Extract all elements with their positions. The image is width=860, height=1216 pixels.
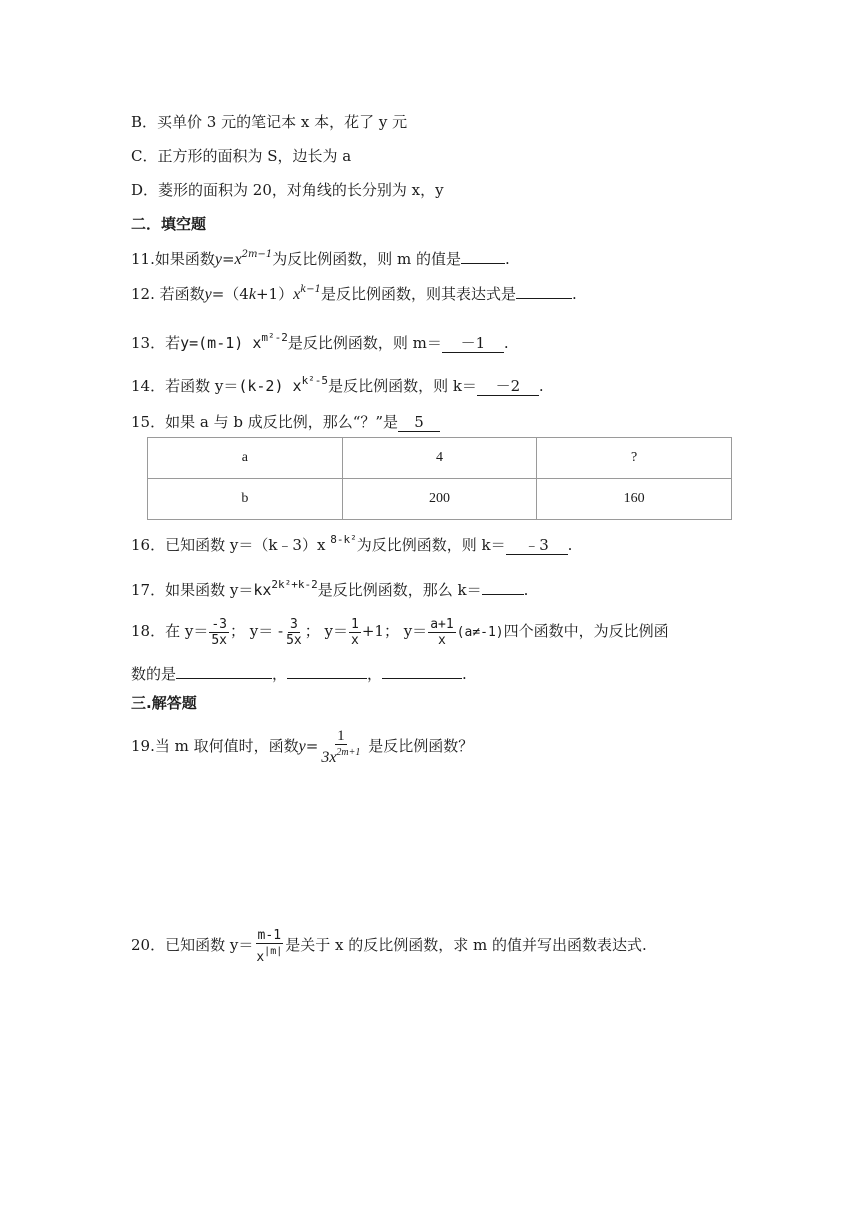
answer-blank[interactable]	[176, 660, 272, 679]
question-16: 16．已知函数 y＝（k﹣3）x $^{8-k^2}$为反比例函数，则 k＝ ﹣3 .	[131, 533, 573, 554]
option-c: C．正方形的面积为 S，边长为 a	[131, 147, 352, 165]
answer-blank[interactable]	[482, 576, 524, 595]
option-b: B．买单价 3 元的笔记本 x 本，花了 y 元	[131, 113, 408, 131]
answer-blank[interactable]: －2	[477, 377, 539, 396]
table-cell: 4	[342, 438, 537, 479]
question-14: 14．若函数 y＝(k-2) $x^{k^2-5}$是反比例函数，则 k＝ －2 .	[131, 374, 544, 395]
ratio-table	[147, 437, 732, 520]
question-18-line2: 数的是 ， ， .	[131, 660, 467, 685]
fraction: $\frac{m-1}{x^{|m|}}$	[256, 927, 283, 965]
table-cell: a	[148, 438, 343, 479]
answer-blank[interactable]	[461, 245, 505, 264]
answer-blank[interactable]	[287, 660, 367, 679]
answer-blank[interactable]: ﹣3	[506, 536, 568, 555]
table-row	[148, 479, 732, 520]
section-heading-fill-in: 二．填空题	[131, 215, 207, 233]
question-19: 19.当 m 取何值时，函数y= $\frac{1}{3x^{2m+1}}$ 是反比例函数？	[131, 727, 474, 766]
fraction: $\frac{3}{5x}$	[286, 616, 302, 648]
question-18: 18．在 y＝ $\frac{-3}{5x}$ ； y＝ - $\frac{3}{5x}$ ； y＝ $\frac{1}{x}$ +1； y＝ $\frac{a+1}{x}$ (a≠-1)四个函数中，为反比例函	[131, 616, 669, 648]
question-15: 15．如果 a 与 b 成反比例，那么“？”是 5	[131, 411, 440, 433]
question-17: 17．如果函数 $y=kx^{2k^2+k-2}$是反比例函数，那么 k＝ .	[131, 578, 529, 599]
table-cell: 200	[342, 479, 537, 520]
answer-blank[interactable]: －1	[442, 334, 504, 353]
table-row	[148, 438, 732, 479]
fraction: $\frac{1}{3x^{2m+1}}$	[321, 727, 361, 766]
question-20: 20．已知函数 y＝ $\frac{m-1}{x^{|m|}}$ 是关于 x 的反比例函数，求 m 的值并写出函数表达式.	[131, 927, 647, 965]
question-11: 11.如果函数$y=x^{2m-1}$为反比例函数，则 m 的值是 .	[131, 244, 510, 271]
section-heading-solve: 三.解答题	[131, 694, 197, 712]
question-12: 12. 若函数$y=(4k+1)x^{k-1}$是反比例函数，则其表达式是 .	[131, 279, 577, 306]
table-cell: b	[148, 479, 343, 520]
fraction: $\frac{a+1}{x}$	[430, 616, 454, 648]
table-cell: 160	[537, 479, 732, 520]
answer-blank[interactable]: 5	[398, 413, 440, 432]
fraction: $\frac{1}{x}$	[351, 616, 359, 648]
fraction: $\frac{-3}{5x}$	[211, 616, 227, 648]
question-13: 13．若y=(m-1) $x^{m^2-2}$是反比例函数，则 m＝ －1 .	[131, 331, 509, 352]
answer-blank[interactable]	[516, 280, 572, 299]
option-d: D．菱形的面积为 20，对角线的长分别为 x，y	[131, 181, 444, 199]
answer-blank[interactable]	[382, 660, 462, 679]
table-cell: ?	[537, 438, 732, 479]
